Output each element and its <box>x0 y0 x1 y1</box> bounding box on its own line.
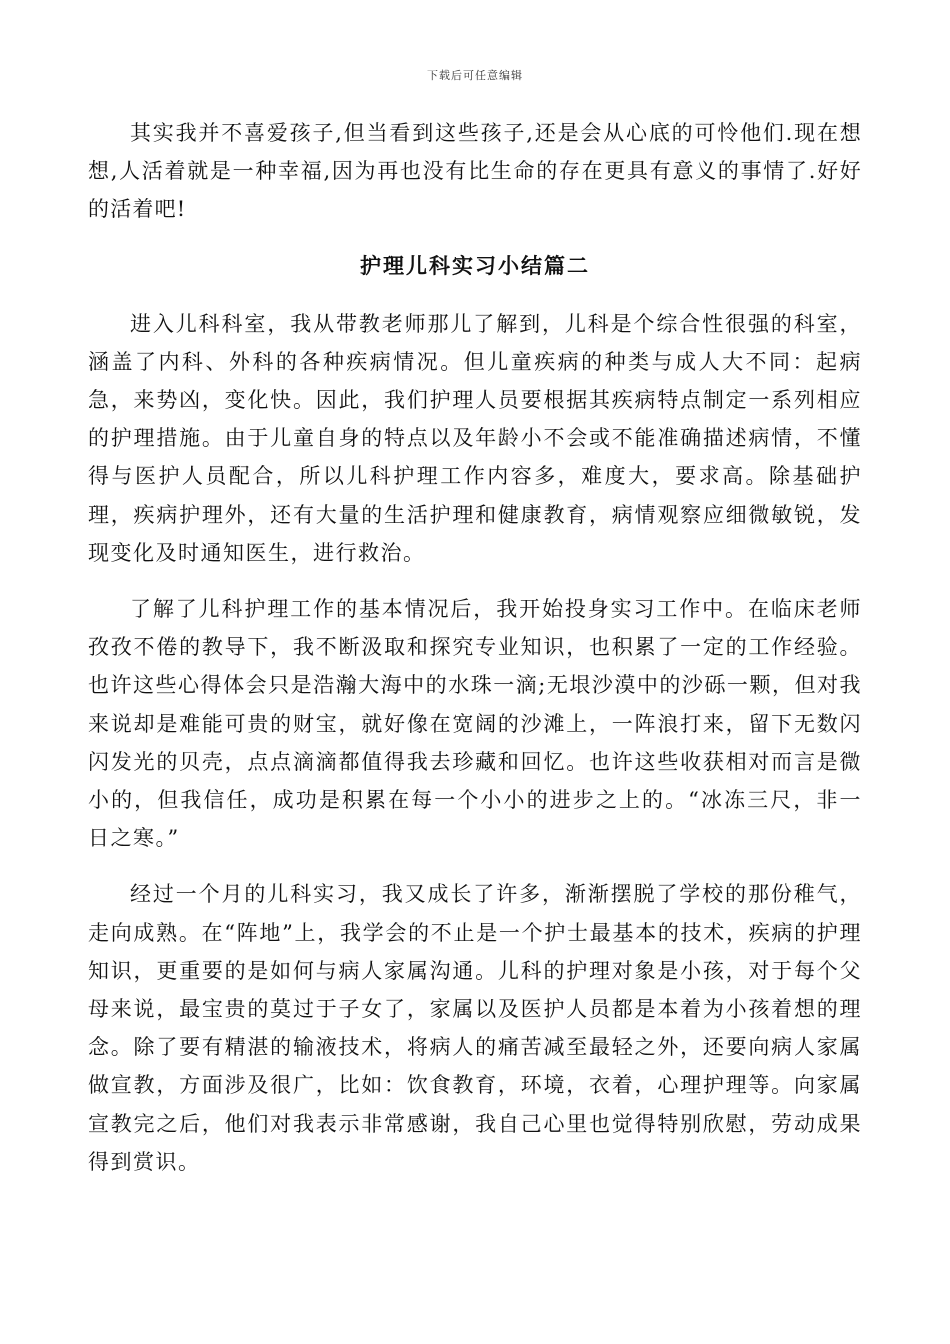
body-paragraph-3: 经过一个月的儿科实习，我又成长了许多，渐渐摆脱了学校的那份稚气，走向成熟。在“阵地”上，我学会的不止是一个护士最基本的技术，疾病的护理知识，更重要的是如何与病人家属沟通。儿科的护理对象是小孩，对于每个父母来说，最宝贵的莫过于子女了，家属以及医护人员都是本着为小孩着想的理念。除了要有精湛的输液技术，将病人的痛苦减至最轻之外，还要向病人家属做宣教，方面涉及很广，比如：饮食教育，环境，衣着，心理护理等。向家属宣教完之后，他们对我表示非常感谢，我自己心里也觉得特别欣慰，劳动成果得到赏识。 <box>88 882 862 1174</box>
page-header: 下载后可任意编辑 <box>427 69 523 82</box>
document-body <box>88 114 862 1181</box>
body-paragraph-2: 了解了儿科护理工作的基本情况后，我开始投身实习工作中。在临床老师孜孜不倦的教导下，我不断汲取和探究专业知识，也积累了一定的工作经验。也许这些心得体会只是浩瀚大海中的水珠一滴;无垠沙漠中的沙砾一颗，但对我来说却是难能可贵的财宝，就好像在宽阔的沙滩上，一阵浪打来，留下无数闪闪发光的贝壳，点点滴滴都值得我去珍藏和回忆。也许这些收获相对而言是微小的，但我信任，成功是积累在每一个小小的进步之上的。“冰冻三尺，非一日之寒。” <box>88 597 862 851</box>
section-title: 护理儿科实习小结篇二 <box>360 252 590 278</box>
body-paragraph-1: 进入儿科科室，我从带教老师那儿了解到，儿科是个综合性很强的科室，涵盖了内科、外科的各种疾病情况。但儿童疾病的种类与成人大不同：起病急，来势凶，变化快。因此，我们护理人员要根据其疾病特点制定一系列相应的护理措施。由于儿童自身的特点以及年龄小不会或不能准确描述病情，不懂得与医护人员配合，所以儿科护理工作内容多，难度大，要求高。除基础护理，疾病护理外，还有大量的生活护理和健康教育，病情观察应细微敏锐，发现变化及时通知医生，进行救治。 <box>88 311 862 565</box>
intro-paragraph: 其实我并不喜爱孩子,但当看到这些孩子,还是会从心底的可怜他们.现在想想,人活着就是一种幸福,因为再也没有比生命的存在更具有意义的事情了.好好的活着吧! <box>88 121 862 222</box>
